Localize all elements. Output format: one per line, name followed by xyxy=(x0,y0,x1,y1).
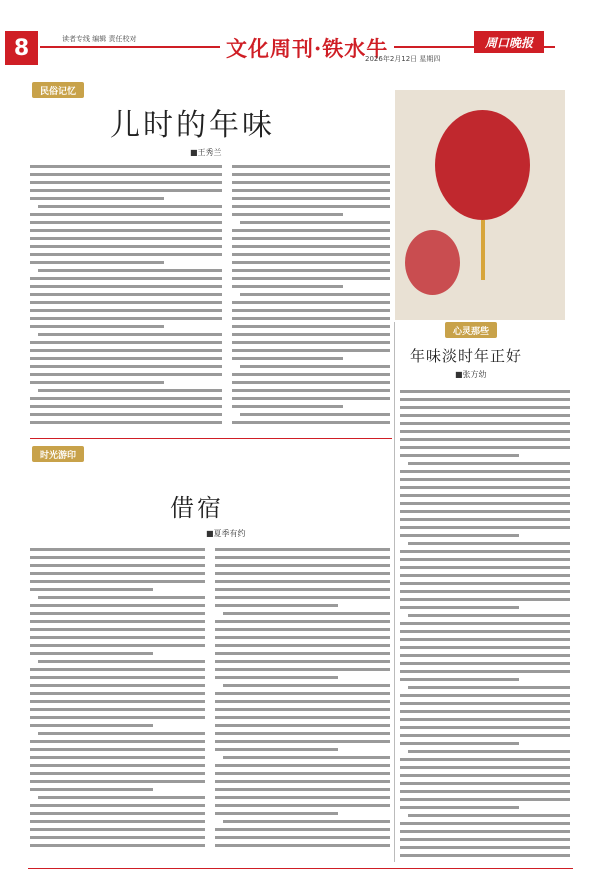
body-text-line xyxy=(215,676,338,679)
body-text-line xyxy=(30,812,205,815)
body-text-line xyxy=(400,678,519,681)
body-text-line xyxy=(232,237,390,240)
body-text-line xyxy=(215,812,338,815)
body-text-line xyxy=(215,828,390,831)
body-text-line xyxy=(30,604,205,607)
body-text-line xyxy=(30,684,205,687)
body-text-line xyxy=(30,708,205,711)
body-text-line xyxy=(30,237,222,240)
body-text-line xyxy=(232,181,390,184)
body-text-line xyxy=(30,652,153,655)
body-text-line xyxy=(30,820,205,823)
body-text-line xyxy=(400,558,570,561)
body-text-line xyxy=(400,654,570,657)
body-text-line xyxy=(30,764,205,767)
body-text-line xyxy=(232,301,390,304)
body-text-line xyxy=(30,756,205,759)
section-tag-right: 心灵那些 xyxy=(445,322,497,338)
body-text-line xyxy=(408,462,570,465)
body-text-line xyxy=(30,780,205,783)
body-text-line xyxy=(400,414,570,417)
lantern-photo xyxy=(395,90,565,320)
body-text-line xyxy=(223,612,390,615)
body-text-line xyxy=(400,534,519,537)
body-text-line xyxy=(30,588,153,591)
body-text-line xyxy=(400,582,570,585)
body-text-line xyxy=(30,844,205,847)
body-text-line xyxy=(232,269,390,272)
body-text-line xyxy=(30,692,205,695)
body-text-line xyxy=(38,660,205,663)
body-text-line xyxy=(400,454,519,457)
text-column-bottom-left xyxy=(30,548,205,852)
body-text-line xyxy=(30,636,205,639)
body-text-line xyxy=(30,165,222,168)
body-text-line xyxy=(215,692,390,695)
body-text-line xyxy=(30,405,222,408)
body-text-line xyxy=(400,766,570,769)
text-column-main-right xyxy=(232,165,390,429)
body-text-line xyxy=(30,620,205,623)
body-text-line xyxy=(30,556,205,559)
body-text-line xyxy=(30,772,205,775)
body-text-line xyxy=(400,790,570,793)
body-text-line xyxy=(408,614,570,617)
body-text-line xyxy=(30,644,205,647)
body-text-line xyxy=(215,644,390,647)
body-text-line xyxy=(400,670,570,673)
body-text-line xyxy=(400,854,570,857)
body-text-line xyxy=(215,580,390,583)
body-text-line xyxy=(215,668,390,671)
body-text-line xyxy=(240,413,390,416)
body-text-line xyxy=(30,421,222,424)
body-text-line xyxy=(38,389,222,392)
body-text-line xyxy=(400,742,519,745)
body-text-line xyxy=(30,189,222,192)
body-text-line xyxy=(400,494,570,497)
body-text-line xyxy=(400,606,519,609)
body-text-line xyxy=(30,836,205,839)
body-text-line xyxy=(400,526,570,529)
body-text-line xyxy=(30,229,222,232)
body-text-line xyxy=(400,430,570,433)
body-text-line xyxy=(30,317,222,320)
body-text-line xyxy=(232,173,390,176)
body-text-line xyxy=(30,261,164,264)
byline-bottom: ■夏季有约 xyxy=(206,529,246,538)
body-text-line xyxy=(215,572,390,575)
body-text-line xyxy=(30,628,205,631)
body-text-line xyxy=(30,213,222,216)
body-text-line xyxy=(215,604,338,607)
body-text-line xyxy=(30,572,205,575)
body-text-line xyxy=(408,750,570,753)
body-text-line xyxy=(30,253,222,256)
body-text-line xyxy=(240,365,390,368)
body-text-line xyxy=(232,285,343,288)
body-text-line xyxy=(400,782,570,785)
body-text-line xyxy=(400,390,570,393)
body-text-line xyxy=(400,478,570,481)
body-text-line xyxy=(215,724,390,727)
body-text-line xyxy=(232,341,390,344)
body-text-line xyxy=(400,774,570,777)
body-text-line xyxy=(215,716,390,719)
body-text-line xyxy=(400,470,570,473)
body-text-line xyxy=(232,213,343,216)
body-text-line xyxy=(400,726,570,729)
body-text-line xyxy=(215,556,390,559)
body-text-line xyxy=(400,646,570,649)
body-text-line xyxy=(30,564,205,567)
text-column-bottom-right xyxy=(215,548,390,852)
body-text-line xyxy=(38,732,205,735)
body-text-line xyxy=(215,732,390,735)
body-text-line xyxy=(240,293,390,296)
body-text-line xyxy=(400,798,570,801)
lantern-shape xyxy=(435,110,530,220)
body-text-line xyxy=(400,406,570,409)
body-text-line xyxy=(30,413,222,416)
body-text-line xyxy=(215,804,390,807)
body-text-line xyxy=(232,253,390,256)
body-text-line xyxy=(232,349,390,352)
body-text-line xyxy=(215,548,390,551)
body-text-line xyxy=(30,173,222,176)
body-text-line xyxy=(400,718,570,721)
body-text-line xyxy=(215,596,390,599)
body-text-line xyxy=(408,814,570,817)
body-text-line xyxy=(30,221,222,224)
body-text-line xyxy=(30,325,164,328)
body-text-line xyxy=(30,349,222,352)
body-text-line xyxy=(30,341,222,344)
byline-main: ■王秀兰 xyxy=(190,148,222,157)
body-text-line xyxy=(30,357,222,360)
body-text-line xyxy=(400,838,570,841)
body-text-line xyxy=(38,269,222,272)
byline-right: ■张方幼 xyxy=(455,370,487,379)
body-text-line xyxy=(232,357,343,360)
body-text-line xyxy=(400,638,570,641)
body-text-line xyxy=(400,486,570,489)
body-text-line xyxy=(30,245,222,248)
body-text-line xyxy=(400,694,570,697)
body-text-line xyxy=(400,566,570,569)
body-text-line xyxy=(30,580,205,583)
footer-rule xyxy=(28,868,573,869)
body-text-line xyxy=(30,381,164,384)
body-text-line xyxy=(400,830,570,833)
section-title: 文化周刊·铁水牛 xyxy=(220,33,394,63)
body-text-line xyxy=(30,668,205,671)
body-text-line xyxy=(215,636,390,639)
body-text-line xyxy=(30,301,222,304)
body-text-line xyxy=(400,590,570,593)
body-text-line xyxy=(232,261,390,264)
body-text-line xyxy=(215,660,390,663)
body-text-line xyxy=(30,293,222,296)
body-text-line xyxy=(215,836,390,839)
body-text-line xyxy=(232,381,390,384)
body-text-line xyxy=(232,309,390,312)
text-column-main-left xyxy=(30,165,222,429)
body-text-line xyxy=(38,796,205,799)
body-text-line xyxy=(30,676,205,679)
section-divider xyxy=(30,438,392,439)
section-tag-bottom: 时光游印 xyxy=(32,446,84,462)
article-title-main: 儿时的年味 xyxy=(110,108,275,143)
body-text-line xyxy=(30,197,164,200)
body-text-line xyxy=(223,684,390,687)
body-text-line xyxy=(232,397,390,400)
body-text-line xyxy=(30,309,222,312)
body-text-line xyxy=(30,748,205,751)
body-text-line xyxy=(215,780,390,783)
lantern-tassel xyxy=(481,220,485,280)
body-text-line xyxy=(30,365,222,368)
body-text-line xyxy=(408,542,570,545)
body-text-line xyxy=(232,165,390,168)
body-text-line xyxy=(232,317,390,320)
body-text-line xyxy=(30,181,222,184)
body-text-line xyxy=(400,846,570,849)
body-text-line xyxy=(400,758,570,761)
body-text-line xyxy=(400,710,570,713)
body-text-line xyxy=(215,564,390,567)
body-text-line xyxy=(30,612,205,615)
body-text-line xyxy=(400,550,570,553)
body-text-line xyxy=(215,748,338,751)
body-text-line xyxy=(30,397,222,400)
body-text-line xyxy=(232,205,390,208)
body-text-line xyxy=(215,796,390,799)
body-text-line xyxy=(400,510,570,513)
body-text-line xyxy=(38,205,222,208)
body-text-line xyxy=(30,548,205,551)
body-text-line xyxy=(30,804,205,807)
body-text-line xyxy=(232,333,390,336)
body-text-line xyxy=(38,596,205,599)
body-text-line xyxy=(215,700,390,703)
lantern-shape-small xyxy=(405,230,460,295)
body-text-line xyxy=(400,502,570,505)
body-text-line xyxy=(215,788,390,791)
body-text-line xyxy=(215,764,390,767)
body-text-line xyxy=(38,333,222,336)
body-text-line xyxy=(232,197,390,200)
body-text-line xyxy=(400,518,570,521)
body-text-line xyxy=(232,389,390,392)
body-text-line xyxy=(215,740,390,743)
editor-line: 读者专线 编辑 责任校对 xyxy=(62,35,137,43)
body-text-line xyxy=(215,620,390,623)
body-text-line xyxy=(400,422,570,425)
body-text-line xyxy=(30,373,222,376)
body-text-line xyxy=(400,574,570,577)
body-text-line xyxy=(215,652,390,655)
body-text-line xyxy=(232,325,390,328)
body-text-line xyxy=(30,285,222,288)
body-text-line xyxy=(215,588,390,591)
column-divider xyxy=(394,322,395,862)
body-text-line xyxy=(30,740,205,743)
body-text-line xyxy=(232,373,390,376)
body-text-line xyxy=(215,708,390,711)
body-text-line xyxy=(400,438,570,441)
body-text-line xyxy=(223,756,390,759)
body-text-line xyxy=(215,844,390,847)
body-text-line xyxy=(400,662,570,665)
body-text-line xyxy=(215,772,390,775)
body-text-line xyxy=(232,229,390,232)
body-text-line xyxy=(232,421,390,424)
body-text-line xyxy=(400,822,570,825)
body-text-line xyxy=(30,277,222,280)
issue-date: 2026年2月12日 星期四 xyxy=(365,55,441,63)
body-text-line xyxy=(400,630,570,633)
body-text-line xyxy=(30,724,153,727)
body-text-line xyxy=(30,700,205,703)
body-text-line xyxy=(232,277,390,280)
article-title-right: 年味淡时年正好 xyxy=(410,347,523,365)
body-text-line xyxy=(30,828,205,831)
section-tag-main: 民俗记忆 xyxy=(32,82,84,98)
body-text-line xyxy=(400,702,570,705)
body-text-line xyxy=(400,806,519,809)
body-text-line xyxy=(400,598,570,601)
page-number: 8 xyxy=(5,31,38,65)
paper-logo: 周口晚报 xyxy=(474,31,544,53)
body-text-line xyxy=(232,405,343,408)
text-column-right xyxy=(400,390,570,862)
body-text-line xyxy=(30,716,205,719)
body-text-line xyxy=(215,628,390,631)
body-text-line xyxy=(408,686,570,689)
body-text-line xyxy=(232,245,390,248)
article-title-bottom: 借宿 xyxy=(170,494,224,522)
body-text-line xyxy=(400,622,570,625)
body-text-line xyxy=(232,189,390,192)
body-text-line xyxy=(400,446,570,449)
body-text-line xyxy=(30,788,153,791)
body-text-line xyxy=(400,398,570,401)
body-text-line xyxy=(240,221,390,224)
body-text-line xyxy=(400,734,570,737)
body-text-line xyxy=(223,820,390,823)
